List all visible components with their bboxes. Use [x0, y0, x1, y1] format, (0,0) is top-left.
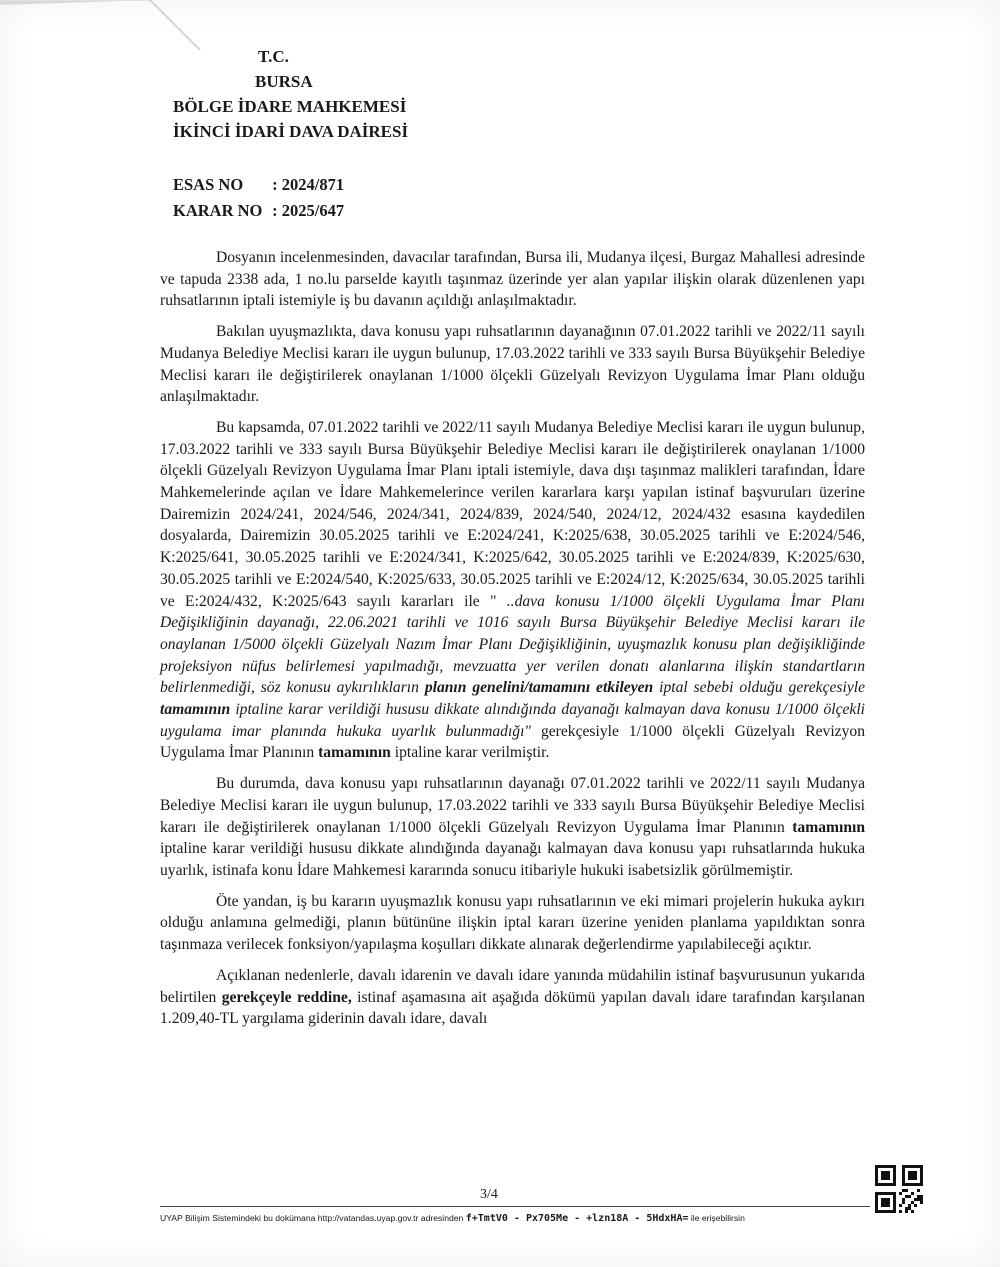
karar-row	[173, 198, 344, 224]
qr-code-icon	[875, 1165, 923, 1213]
p3-text-end: iptaline karar verilmiştir.	[390, 744, 550, 762]
footer-access-code: f+TmtV0 - Px705Me - +lzn18A - 5HdxHA=	[465, 1213, 689, 1224]
esas-row	[173, 172, 344, 198]
page-number: 3/4	[480, 1187, 498, 1202]
p4-text-b: iptaline karar verildiği hususu dikkate alındığında dayanağı kalmayan dava konusu yapı ruhsatlarında hukuka uyarlık, istinafa konu İdare Mahkemesi kararında sonucu itibariyle hukuki isabetsizlik görülmemiştir.	[160, 840, 865, 879]
footer-divider	[160, 1206, 870, 1207]
footer-text-b: ile erişebilirsin	[690, 1213, 745, 1223]
paragraph-1: Dosyanın incelenmesinden, davacılar tarafından, Bursa ili, Mudanya ilçesi, Burgaz Mahallesi adresinde ve tapuda 2338 ada, 1 no.lu parselde kayıtlı taşınmaz üzerinde yer alan yapılar ilişkin olarak düzenlenen yapı ruhsatlarının iptali istemiyle iş bu davanın açıldığı anlaşılmaktadır.	[160, 249, 865, 310]
paragraph-3	[160, 417, 865, 764]
header-city: BURSA	[255, 72, 313, 91]
p3-quote-c: iptaline karar verildiği hususu dikkate alındığında dayanağı kalmayan dava konusu 1/1000 ölçekli uygulama imar planında hukuka uyarlık bulunmadığı"	[160, 701, 865, 740]
paragraph-4	[160, 773, 865, 882]
p3-bold: tamamının	[318, 744, 391, 762]
p3-quote-bold-b: tamamının	[160, 701, 231, 719]
karar-value: : 2025/647	[272, 201, 345, 220]
p3-quote-b: iptal sebebi olduğu gerekçesiyle	[653, 679, 866, 697]
p3-text-a: Bu kapsamda, 07.01.2022 tarihli ve 2022/11 sayılı Mudanya Belediye Meclisi kararı ile uygun bulunup, 17.03.2022 tarihli ve 333 sayılı Bursa Büyükşehir Belediye Meclisi kararı ile değiştirilerek onaylanan 1/1000 ölçekli Güzelyalı Revizyon Uygulama İmar Planı iptali istemiyle, dava dışı taşınmaz malikleri tarafından, İdare Mahkemelerinde açılan ve İdare Mahkemelerince verilen kararlara karşı yapılan istinaf başvuruları üzerine Dairemizin 2024/241, 2024/546, 2024/341, 2024/839, 2024/540, 2024/12, 2024/432 esasına kaydedilen dosyalarda, Dairemizin 30.05.2025 tarihli ve E:2024/241, K:2025/638, 30.05.2025 tarihli ve E:2024/546, K:2025/641, 30.05.2025 tarihli ve E:2024/341, K:2025/642, 30.05.2025 tarihli ve E:2024/839, K:2025/630, 30.05.2025 tarihli ve E:2024/540, K:2025/633, 30.05.2025 tarihli ve E:2024/12, K:2025/634, 30.05.2025 tarihli ve E:2024/432, K:2025/643 sayılı kararları ile "	[160, 418, 865, 610]
p3-quote-bold-a: planın genelini/tamamını etkileyen	[424, 679, 654, 697]
p3-text-b: gerekçesiyle 1/1000 ölçekli Güzelyalı Revizyon Uygulama İmar Planının	[160, 722, 865, 762]
header-chamber: İKİNCİ İDARİ DAVA DAİRESİ	[173, 122, 409, 141]
case-numbers	[173, 172, 344, 224]
header-tc: T.C.	[258, 47, 289, 66]
esas-label: ESAS NO	[173, 175, 244, 194]
paragraph-6	[160, 965, 865, 1030]
p6-text-a: Açıklanan nedenlerle, davalı idarenin ve davalı idare yanında müdahilin istinaf başvurusunun yukarıda belirtilen	[160, 966, 865, 1006]
header-court: BÖLGE İDARE MAHKEMESİ	[173, 97, 407, 116]
footer-uyap	[160, 1213, 745, 1224]
court-header	[173, 44, 408, 144]
karar-label: KARAR NO	[173, 201, 263, 220]
paragraph-5: Öte yandan, iş bu kararın uyuşmazlık konusu yapı ruhsatlarının ve eki mimari projelerin hukuka aykırı olduğu anlamına gelmediği, planın bütününe ilişkin iptal kararı üzerine yeniden planlama yapıldıktan sonra taşınmaza verilecek fonksiyon/yapılaşma koşulları dikkate alınarak değerlendirme yapılabileceği açıktır.	[160, 892, 865, 954]
p4-bold: tamamının	[792, 818, 865, 836]
p4-text-a: Bu durumda, dava konusu yapı ruhsatlarının dayanağı 07.01.2022 tarihli ve 2022/11 sayılı Mudanya Belediye Meclisi kararı ile uygun bulunup, 17.03.2022 tarihli ve 333 sayılı Bursa Büyükşehir Belediye Meclisi kararı ile değiştirilerek onaylanan 1/1000 ölçekli Güzelyalı Revizyon Uygulama İmar Planının	[160, 775, 865, 836]
esas-value: : 2024/871	[272, 175, 345, 194]
p6-text-b: istinaf aşamasına ait aşağıda dökümü yapılan davalı idare tarafından karşılanan 1.209,40-TL yargılama giderinin davalı idare, davalı	[160, 988, 865, 1028]
document-body	[160, 247, 865, 1039]
footer-text-a: UYAP Bilişim Sistemindeki bu dokümana http://vatandas.uyap.gov.tr adresinden	[160, 1213, 464, 1223]
paragraph-2: Bakılan uyuşmazlıkta, dava konusu yapı ruhsatlarının dayanağının 07.01.2022 tarihli ve 2022/11 sayılı Mudanya Belediye Meclisi kararı ile uygun bulunup, 17.03.2022 tarihli ve 333 sayılı Bursa Büyükşehir Belediye Meclisi kararı ile değiştirilerek onaylanan 1/1000 ölçekli Güzelyalı Revizyon Uygulama İmar Planı olduğu anlaşılmaktadır.	[160, 323, 865, 406]
p6-bold: gerekçeyle reddine,	[221, 988, 352, 1006]
p3-quote-a: ..dava konusu 1/1000 ölçekli Uygulama İmar Planı Değişikliğinin dayanağı, 22.06.2021 tarihli ve 1016 sayılı Bursa Büyükşehir Belediye Meclisi kararı ile onaylanan 1/5000 ölçekli Güzelyalı Nazım İmar Planı Değişikliğinin, uyuşmazlık konusu plan değişikliğinde projeksiyon nüfus belirlemesi yapılmadığı, mevzuatta yer verilen donatı alanlarına ilişkin standartların belirlenmediği, söz konusu aykırılıkların	[160, 592, 865, 697]
